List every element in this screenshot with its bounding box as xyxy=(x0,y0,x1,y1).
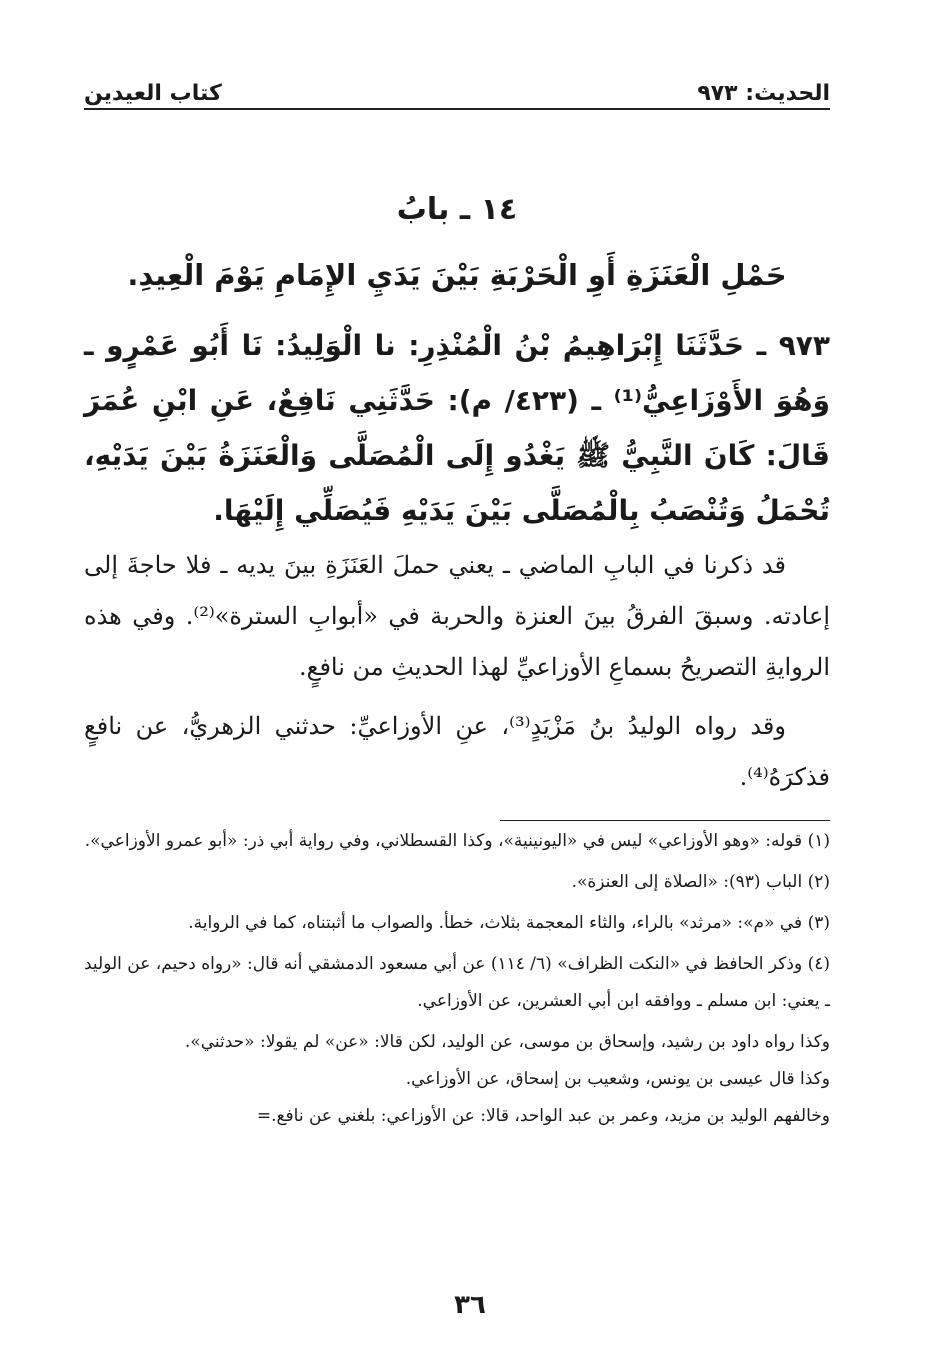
header-divider xyxy=(84,108,830,110)
chapter-subtitle: حَمْلِ الْعَنَزَةِ أَوِ الْحَرْبَةِ بَيْنَ يَدَيِ الإِمَامِ يَوْمَ الْعِيدِ. xyxy=(127,258,787,292)
footnotes xyxy=(84,823,830,1135)
commentary-paragraph: قد ذكرنا في البابِ الماضي ـ يعني حملَ العَنَزَةِ بينَ يديه ـ فلا حاجةَ إلى إعادته. وسبقَ الفرقُ بينَ العنزة والحربة في «أبوابِ السترة»⁽²⁾. وفي هذه الروايةِ التصريحُ بسماعِ الأوزاعيِّ لهذا الحديثِ من نافعٍ. xyxy=(84,551,830,681)
footnote-4-continuation: وكذا رواه داود بن رشيد، وإسحاق بن موسى، عن الوليد، لكن قالا: «عن» لم يقولا: «حدثني». xyxy=(184,1032,830,1052)
footnote-4: (٤) وذكر الحافظ في «النكت الظراف» (٦/ ١١٤) عن أبي مسعود الدمشقي أنه قال: «رواه دحيم، عن الوليد ـ يعني: ابن مسلم ـ ووافقه ابن أبي العشرين، عن الأوزاعي. xyxy=(83,954,830,1011)
footnote-4-continuation: وخالفهم الوليد بن مزيد، وعمر بن عبد الواحد، قالا: عن الأوزاعي: بلغني عن نافع.= xyxy=(256,1106,830,1126)
page-number: ٣٦ xyxy=(454,1290,486,1320)
footnote-divider xyxy=(500,820,830,821)
hadith-number-label: الحديث: ٩٧٣ xyxy=(697,81,830,106)
commentary-paragraph: وقد رواه الوليدُ بنُ مَزْيَدٍ⁽³⁾، عنِ الأوزاعيِّ: حدثني الزهريُّ، عن نافعٍ فذكرَهُ⁽⁴⁾. xyxy=(84,712,830,791)
commentary xyxy=(84,540,830,811)
footnote-3: (٣) في «م»: «مرثد» بالراء، والثاء المعجمة بثلاث، خطأ. والصواب ما أثبتناه، كما في الرواية. xyxy=(188,913,830,933)
chapter-heading: ١٤ ـ بابُ xyxy=(396,192,518,227)
book-title: كتاب العيدين xyxy=(84,81,222,106)
footnote-2: (٢) الباب (٩٣): «الصلاة إلى العنزة». xyxy=(571,872,830,892)
footnote-1: (١) قوله: «وهو الأوزاعي» ليس في «اليونينية»، وكذا القسطلاني، وفي رواية أبي ذر: «أبو عمرو الأوزاعي». xyxy=(84,831,830,851)
running-header xyxy=(84,66,830,106)
footnote-4-continuation: وكذا قال عيسى بن يونس، وشعيب بن إسحاق، عن الأوزاعي. xyxy=(405,1069,830,1089)
hadith-text: ٩٧٣ ـ حَدَّثَنَا إِبْرَاهِيمُ بْنُ الْمُنْذِرِ: نا الْوَلِيدُ: نَا أَبُو عَمْرٍو ـ وَهُوَ الأَوْزَاعِيُّ⁽¹⁾ ـ (٤٢٣/ م): حَدَّثَنِي نَافِعٌ، عَنِ ابْنِ عُمَرَ قَالَ: كَانَ النَّبِيُّ ﷺ يَغْدُو إِلَى الْمُصَلَّى وَالْعَنَزَةُ بَيْنَ يَدَيْهِ، تُحْمَلُ وَتُنْصَبُ بِالْمُصَلَّى بَيْنَ يَدَيْهِ فَيُصَلِّي إِلَيْهَا. xyxy=(84,329,830,527)
